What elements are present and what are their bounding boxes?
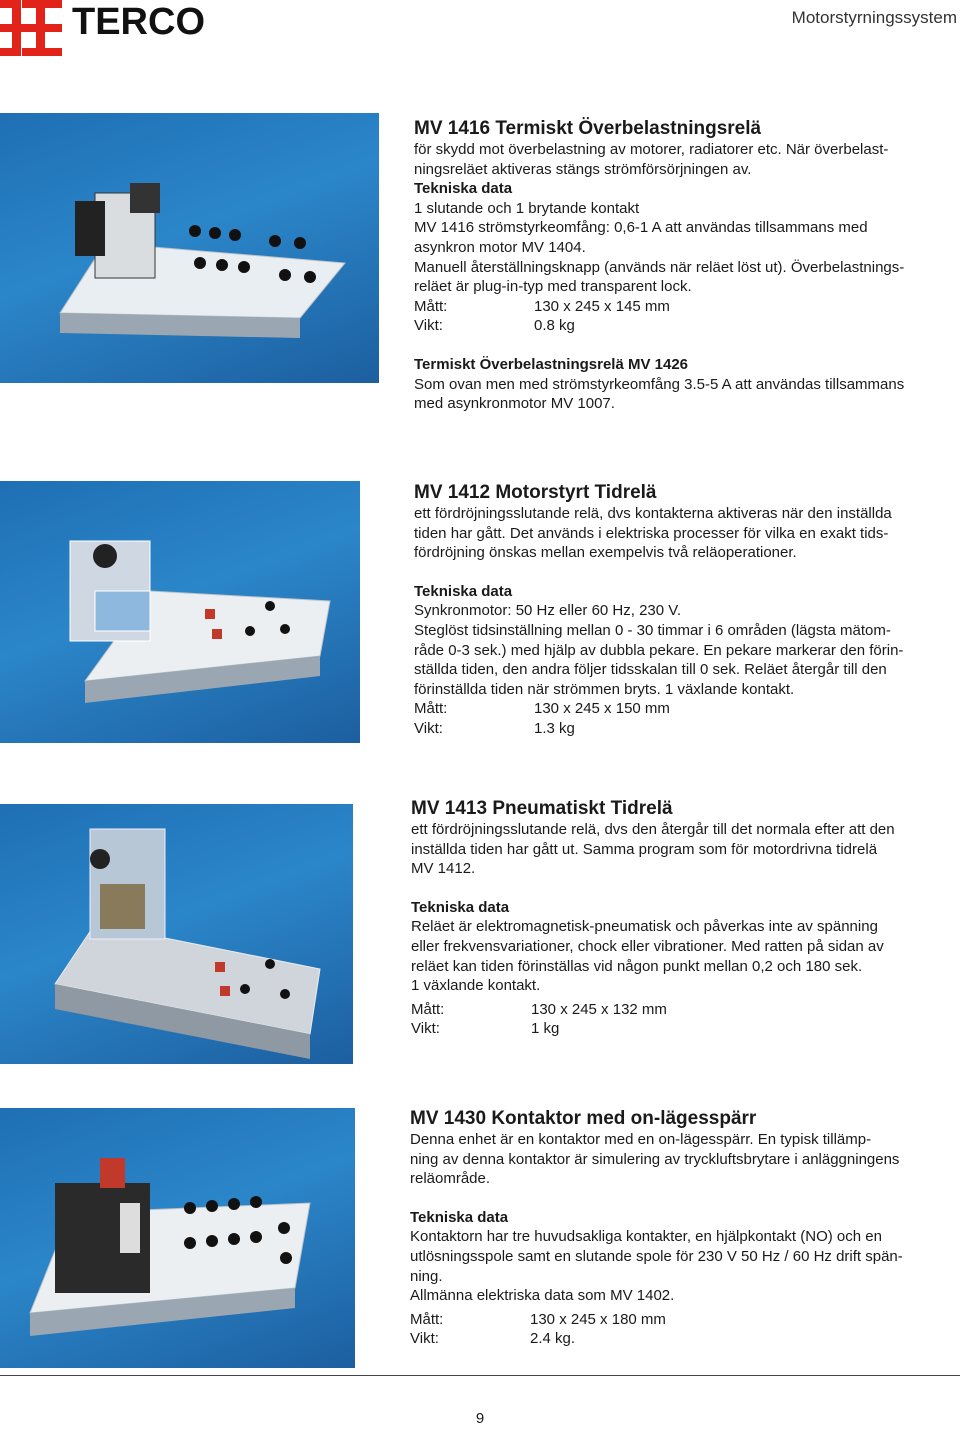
tech-line: Reläet är elektromagnetisk-pneumatisk och påverkas inte av spänning xyxy=(411,918,878,936)
tech-heading: Tekniska data xyxy=(411,898,510,916)
tech-line: förinställda tiden när strömmen bryts. 1 växlande kontakt. xyxy=(414,680,795,698)
tech-line: Manuell återställningsknapp (används när reläet löst ut). Överbelastnings- xyxy=(414,258,905,276)
desc-line: fördröjning önskas mellan exempelvis två reläoperationer. xyxy=(414,544,797,562)
page-number: 9 xyxy=(475,1410,485,1427)
tech-line: Steglöst tidsinställning mellan 0 - 30 timmar i 6 områden (lägsta mätom- xyxy=(414,621,891,639)
spec-dimensions: Mått: 130 x 245 x 145 mm xyxy=(414,297,670,315)
product-photo-mv1412 xyxy=(0,481,360,743)
section-title: MV 1416 Termiskt Överbelastningsrelä xyxy=(414,118,762,139)
desc-line: inställda tiden har gått ut. Samma program som för motordrivna tidrelä xyxy=(411,840,878,858)
section-title: MV 1413 Pneumatiskt Tidrelä xyxy=(411,798,673,819)
tech-line: utlösningsspole samt en slutande spole för 230 V 50 Hz / 60 Hz drift spän- xyxy=(410,1247,903,1265)
tech-line: Allmänna elektriska data som MV 1402. xyxy=(410,1287,675,1305)
spec-weight: Vikt: 1 kg xyxy=(411,1020,560,1038)
desc-line: ningsreläet aktiveras stängs strömförsörjningen av. xyxy=(414,160,752,178)
tech-heading: Tekniska data xyxy=(410,1208,509,1226)
tech-line: reläet kan tiden förinställas vid någon punkt mellan 0,2 och 180 sek. xyxy=(411,957,863,975)
variant-line: Som ovan men med strömstyrkeomfång 3.5-5 A att användas tillsammans xyxy=(414,375,905,393)
desc-line: reläområde. xyxy=(410,1170,491,1188)
variant-line: med asynkronmotor MV 1007. xyxy=(414,395,615,413)
variant-heading: Termiskt Överbelastningsrelä MV 1426 xyxy=(414,355,689,373)
product-photo-mv1413 xyxy=(0,804,353,1064)
terco-logo xyxy=(0,0,270,56)
tech-line: 1 växlande kontakt. xyxy=(411,977,541,995)
product-photo-mv1430 xyxy=(0,1108,355,1368)
desc-line: Denna enhet är en kontaktor med en on-lägesspärr. En typisk tillämp- xyxy=(410,1131,872,1148)
tech-line: Synkronmotor: 50 Hz eller 60 Hz, 230 V. xyxy=(414,602,682,620)
tech-line: ning. xyxy=(410,1267,443,1285)
spec-weight: Vikt: 0.8 kg xyxy=(414,317,575,335)
section-title: MV 1430 Kontaktor med on-lägesspärr xyxy=(410,1108,757,1129)
tech-line: råde 0-3 sek.) med hjälp av dubbla pekare. En pekare markerar den förin- xyxy=(414,641,904,659)
desc-line: MV 1412. xyxy=(411,860,476,878)
page-header xyxy=(0,0,960,60)
spec-dimensions: Mått: 130 x 245 x 132 mm xyxy=(411,1000,667,1018)
spec-dimensions: Mått: 130 x 245 x 180 mm xyxy=(410,1310,666,1328)
footer-divider xyxy=(0,1375,960,1376)
tech-line: asynkron motor MV 1404. xyxy=(414,238,586,256)
tech-line: reläet är plug-in-typ med transparent lock. xyxy=(414,278,692,296)
desc-line: för skydd mot överbelastning av motorer, radiatorer etc. När överbelast- xyxy=(414,141,889,158)
logo-wordmark: TERCO xyxy=(72,1,205,43)
section-title: MV 1412 Motorstyrt Tidrelä xyxy=(414,482,657,503)
spec-weight: Vikt: 1.3 kg xyxy=(414,719,575,737)
desc-line: ett fördröjningsslutande relä, dvs den återgår till det normala efter att den xyxy=(411,821,895,838)
tech-line: ställda tiden, den andra följer tidsskalan till 0 sek. Reläet återgår till den xyxy=(414,661,887,679)
spec-weight: Vikt: 2.4 kg. xyxy=(410,1330,576,1348)
tech-line: 1 slutande och 1 brytande kontakt xyxy=(414,199,640,217)
tech-line: Kontaktorn har tre huvudsakliga kontakter, en hjälpkontakt (NO) och en xyxy=(410,1228,882,1246)
tech-line: eller frekvensvariationer, chock eller vibrationer. Med ratten på sidan av xyxy=(411,937,884,955)
desc-line: ning av denna kontaktor är simulering av tryckluftsbrytare i anläggningens xyxy=(410,1150,900,1168)
header-title: Motorstyrningssystem xyxy=(791,8,957,27)
product-photo-mv1416 xyxy=(0,113,379,383)
desc-line: tiden har gått. Det används i elektriska processer för vilka en exakt tids- xyxy=(414,524,889,542)
tech-heading: Tekniska data xyxy=(414,180,513,198)
desc-line: ett fördröjningsslutande relä, dvs kontakterna aktiveras när den inställda xyxy=(414,505,892,522)
tech-heading: Tekniska data xyxy=(414,582,513,600)
tech-line: MV 1416 strömstyrkeomfång: 0,6-1 A att användas tillsammans med xyxy=(414,219,868,237)
spec-dimensions: Mått: 130 x 245 x 150 mm xyxy=(414,700,670,718)
